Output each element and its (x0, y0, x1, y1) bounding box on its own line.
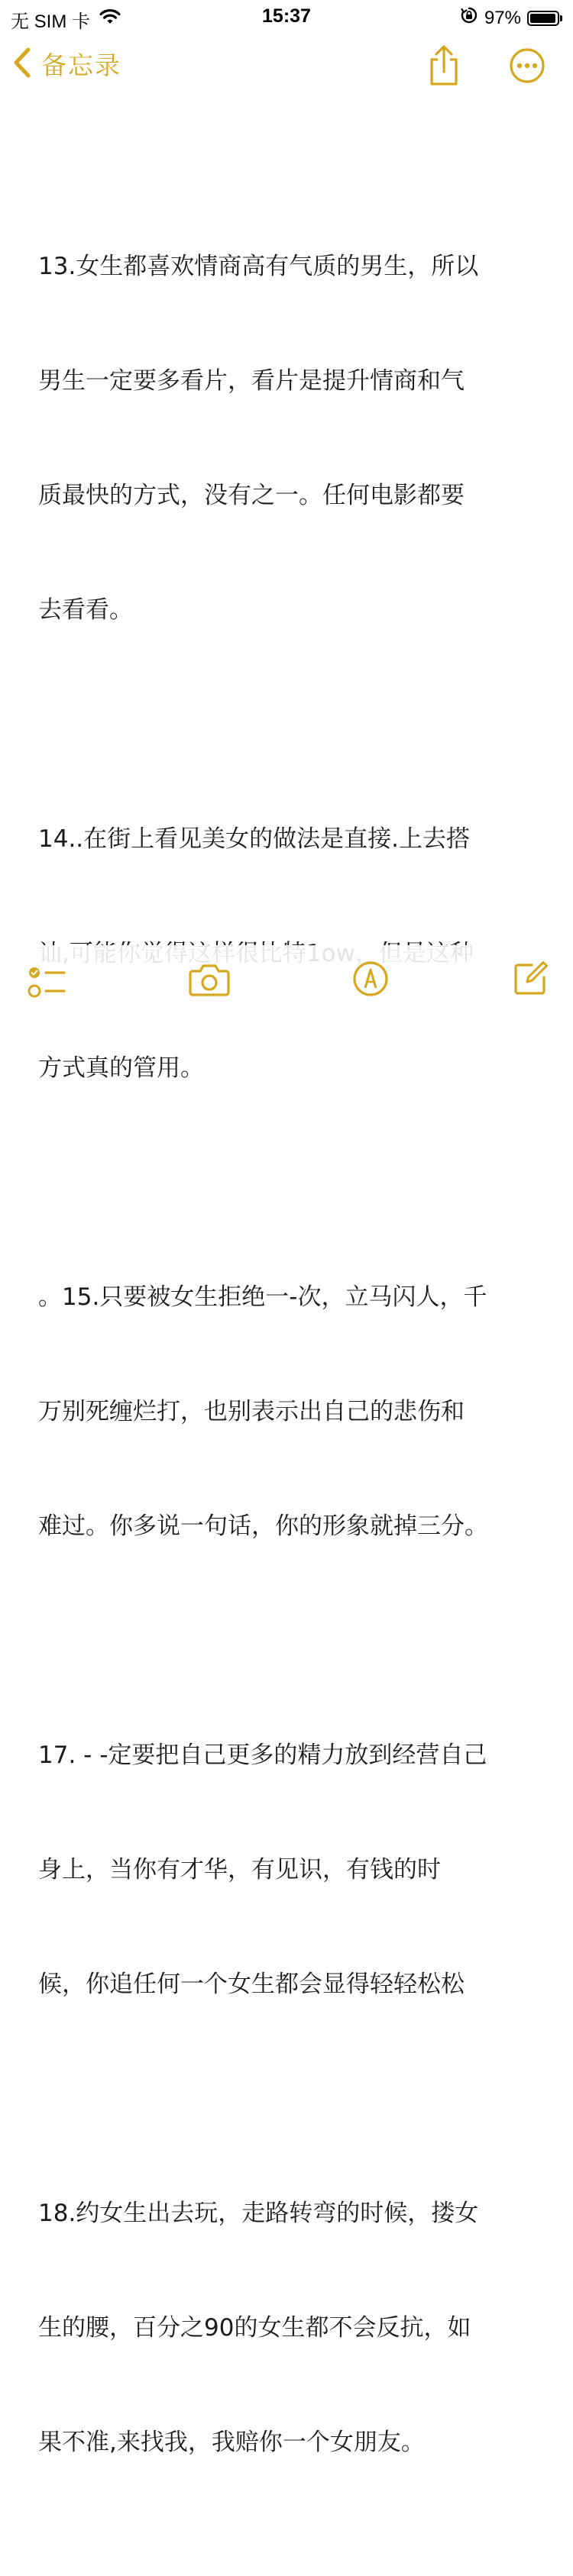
note-line: 候，你追任何一个女生都会显得轻轻松松 (38, 1971, 465, 1998)
chevron-left-icon (12, 47, 32, 82)
note-line: 方式真的管用。 (38, 1054, 204, 1082)
battery-icon (527, 11, 562, 26)
note-line: 去看看。 (38, 596, 133, 624)
status-right (460, 6, 562, 30)
battery-percent: 97% (484, 7, 521, 28)
markup-button[interactable] (352, 960, 389, 1000)
checklist-icon (26, 989, 67, 1003)
note-line: 质最快的方式，没有之一。任何电影都要 (38, 482, 465, 509)
note-line: 身上，当你有才华，有见识，有钱的时 (38, 1856, 441, 1884)
note-line: 难过。你多说一句话，你的形象就掉三分。 (38, 1512, 488, 1540)
share-icon (426, 76, 461, 90)
note-paragraph (38, 171, 542, 705)
back-button[interactable] (12, 46, 121, 82)
back-label: 备忘录 (41, 50, 121, 80)
orientation-lock-icon (460, 6, 478, 30)
carrier-label: 无 SIM 卡 (11, 11, 91, 32)
note-line: 14..在街上看见美女的做法是直接.上去搭 (38, 825, 471, 853)
status-bar (0, 0, 573, 31)
camera-icon (188, 986, 231, 1000)
battery-cap (560, 15, 562, 21)
battery-body (527, 11, 559, 26)
note-line: 生的腰，百分之90的女生都不会反抗，如 (38, 2314, 471, 2342)
compose-button[interactable] (512, 959, 550, 1000)
battery-fill (530, 14, 555, 23)
compose-icon (512, 986, 550, 1000)
note-line: 。15.只要被女生拒绝一-次，立马闪人，千 (38, 1283, 487, 1311)
share-button[interactable] (426, 44, 461, 90)
note-line: 17. - -定要把自己更多的精力放到经营自己 (38, 1742, 487, 1769)
checklist-button[interactable] (26, 964, 67, 1003)
status-time: 15:37 (262, 5, 311, 27)
note-line: 果不准,来找我，我赔你一个女朋友。 (38, 2429, 425, 2456)
camera-button[interactable] (188, 962, 231, 1000)
bottom-toolbar (0, 945, 573, 1018)
note-line: 13.女生都喜欢情商高有气质的男生，所以 (38, 253, 479, 280)
note-line: 18.约女生出去玩，走路转弯的时候，搂女 (38, 2200, 479, 2227)
more-button[interactable] (509, 47, 545, 87)
note-paragraph (38, 1660, 542, 2080)
more-icon (509, 73, 545, 87)
note-paragraph (38, 1202, 542, 1622)
note-line: 万别死缠烂打，也别表示出自己的悲伤和 (38, 1398, 465, 1425)
markup-icon (352, 986, 389, 1000)
note-paragraph (38, 2118, 542, 2538)
nav-bar (0, 38, 573, 92)
note-line: 男生一定要多看片，看片是提升情商和气 (38, 367, 465, 395)
note-body[interactable] (38, 171, 542, 2576)
